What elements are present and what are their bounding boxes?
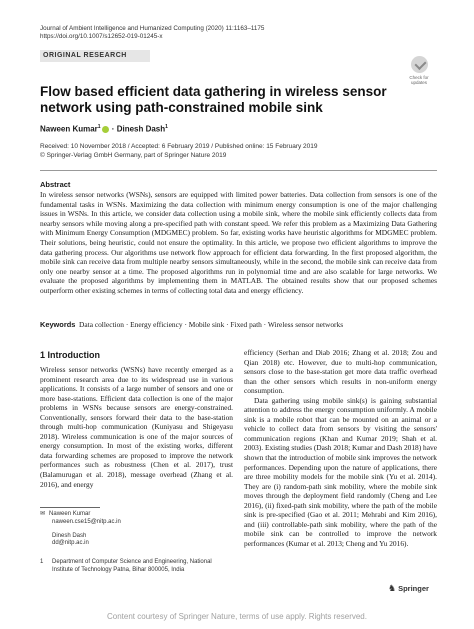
history-dates: Received: 10 November 2018 / Accepted: 6 February 2019 / Published online: 15 February 2019 [40,143,318,150]
body-column-left [40,365,233,489]
author-name[interactable]: Naween Kumar [40,124,98,134]
affiliation-number: 1 [40,559,44,565]
paragraph: efficiency (Serhan and Diab 2016; Zhang et al. 2018; Zou and Qian 2018) etc. However, due to multi-hop communication, sensors close to the base-station get more data traffic overhead than the other sensors which results in non-uniform energy consumption. [244,348,437,396]
author-email[interactable]: dd@nitp.ac.in [52,540,89,547]
check-updates-label-1: Check for [409,75,429,80]
author-list [40,124,168,134]
orcid-icon[interactable] [102,126,109,133]
keywords-list: Data collection · Energy efficiency · Mobile sink · Fixed path · Wireless sensor networks [79,320,344,329]
author-name[interactable]: Dinesh Dash [116,124,166,134]
check-updates-icon [411,56,428,73]
journal-header [40,25,264,41]
corresponding-author: Dinesh Dash [52,532,87,539]
check-updates-label-2: updates [410,80,427,85]
paper-title: Flow based efficient data gathering in wireless sensor network using path-constrained mobile sink [40,84,387,115]
courtesy-notice: Content courtesy of Springer Nature, terms of use apply. Rights reserved. [107,612,367,621]
section-heading: 1 Introduction [40,350,100,360]
check-for-updates-button[interactable] [403,56,435,85]
copyright-line: © Springer-Verlag GmbH Germany, part of Springer Nature 2019 [40,151,227,159]
affiliation-note [40,559,212,575]
springer-horse-icon: ♞ [388,583,397,593]
abstract-heading: Abstract [40,180,71,189]
keywords-label: Keywords [40,320,76,329]
author-email[interactable]: naween.cse15@nitp.ac.in [52,518,121,525]
abstract-text: In wireless sensor networks (WSNs), sensors are equipped with limited power batteries. Data collection from sensors is one of the fundamental tasks in WSNs. Maximizing the data collection with minimum energy consumption is one of the major challenging issues in WSNs. In this article, we consider data collection using a mobile sink, where the mobile sink efficiently collects data from nearby sensors while moving along a pre-specified path with constant speed. We refer this problem as a Maximizing Data Gathering with Minimum Energy Consumption (MDGMEC) problem. So far, existing works have heuristic algorithms for MDGMEC problem. Their solutions, being heuristic, could not ensure the optimality. In this article, we propose two efficient algorithms to improve the data gathering process. Our algorithms use network flow approach for efficient data forwarding. In the first proposed algorithm, the mobile sink can receive data from multiple nearby sensors simultaneously, while in the second, the mobile sink can receive data from only one nearby sensor at a time. The proposed algorithms run in polynomial time and are also scalable for large networks. We evaluate the proposed algorithms by implementing them in MATLAB. The obtained results show that our proposed schemes outperform other existing schemes in terms of collecting total data and energy efficiency. [40,190,437,295]
publication-dates [40,143,318,160]
keywords [40,320,437,330]
paragraph: Wireless sensor networks (WSNs) have recently emerged as a prominent research area due to its widespread use in various applications. It consists of a large number of sensors and one or more base-stations. Efficient data collection is one of the major problems in WSNs because sensors are energy-constrained. Conventionally, sensors forward their data to the base-station through multi-hop communication (Kuniyasu and Shigeyasu 2018). Wireless communication is one of the major sources of energy consumption. In most of the existing works, different data forwarding schemes are proposed to improve the network performances such as robustness (Chen et al. 2017), trust (Balamurugan et al. 2018), message overhead (Zhang et al. 2016), and energy [40,365,233,489]
doi-link[interactable]: https://doi.org/10.1007/s12652-019-01245-x [40,33,163,41]
divider [40,170,437,171]
affiliation-line: Department of Computer Science and Engineering, National [52,559,212,565]
corresponding-author: Naween Kumar [49,511,91,517]
article-type-badge: ORIGINAL RESEARCH [40,50,150,62]
body-column-right [244,348,437,548]
publisher-logo [388,583,429,594]
affiliation-line: Institute of Technology Patna, Bihar 800005, India [52,566,185,573]
journal-citation: Journal of Ambient Intelligence and Humanized Computing (2020) 11:1163–1175 [40,25,265,32]
footnote-divider [40,507,100,508]
author-separator: · [109,124,117,134]
author-affil-marker: 1 [165,124,168,130]
envelope-icon: ✉ [40,511,46,517]
paragraph: Data gathering using mobile sink(s) is gaining substantial attention to address the energy consumption uniformly. A mobile sink is a mobile robot that can be mounted on an animal or a vehicle to collect data from sensors by visiting the sensors' communication regions (Khan and Kumar 2019; Shah et al. 2003). Existing studies (Dash 2018; Kumar and Dash 2018) have shown that the introduction of mobile sink improves the network performances. Depending upon the nature of applications, there are three mobility models for the mobile sink (Yu et al. 2014). They are (i) random-path sink mobility, where the mobile sink moves through the deployment field randomly (Cheng and Lee 2016), (ii) fixed-path sink mobility, where the path of the mobile sink is pre-specified (Gao et al. 2011; Mehrabi and Kim 2016), and (iii) controllable-path sink mobility, where the path of the mobile sink can be controlled to improve the network performances (Kumar et al. 2013; Cheng and Yu 2016). [244,395,437,548]
author-affil-marker: 1 [97,124,101,130]
correspondence-note [40,511,121,548]
publisher-name: Springer [398,584,429,593]
